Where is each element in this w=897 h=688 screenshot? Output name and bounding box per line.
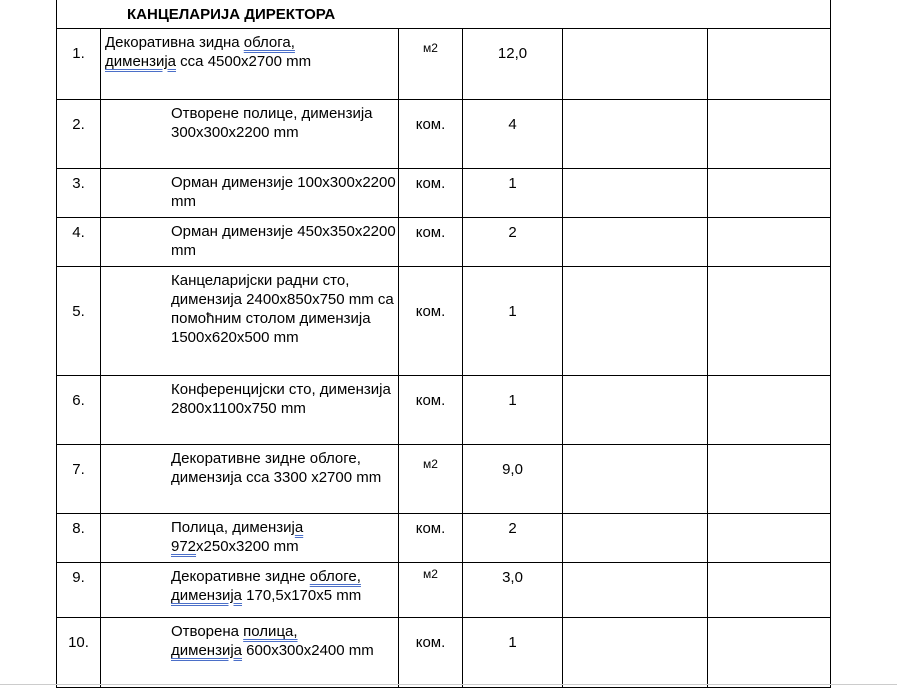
row-number: 5. [57, 266, 101, 375]
empty-cell [563, 217, 708, 266]
row-description: Декоративне зидне облоге, димензија cca 3300 x2700 mm [101, 444, 399, 513]
row-number: 3. [57, 168, 101, 217]
empty-cell [563, 562, 708, 617]
row-number: 7. [57, 444, 101, 513]
row-number: 2. [57, 99, 101, 168]
row-description: Декоративне зидне облоге, димензија 170,5x170x5 mm [101, 562, 399, 617]
row-description: Канцеларијски радни сто, димензија 2400x850x750 mm са помоћним столом димензија 1500x620x500 mm [101, 266, 399, 375]
empty-cell [563, 444, 708, 513]
empty-cell [563, 28, 708, 99]
empty-cell [563, 266, 708, 375]
empty-cell [563, 99, 708, 168]
row-quantity: 3,0 [463, 562, 563, 617]
bill-of-quantities-table [56, 0, 831, 688]
table-row [57, 266, 831, 375]
row-unit: м2 [399, 444, 463, 513]
empty-cell [708, 99, 831, 168]
empty-cell [708, 513, 831, 562]
empty-cell [563, 168, 708, 217]
empty-cell [708, 168, 831, 217]
row-quantity: 1 [463, 617, 563, 687]
row-description: Орман димензије 100x300x2200 mm [101, 168, 399, 217]
row-quantity: 1 [463, 266, 563, 375]
row-quantity: 4 [463, 99, 563, 168]
row-number: 6. [57, 375, 101, 444]
row-quantity: 1 [463, 168, 563, 217]
row-unit: ком. [399, 217, 463, 266]
empty-cell [563, 513, 708, 562]
row-description: Отворене полице, димензија 300x300x2200 mm [101, 99, 399, 168]
table-row [57, 99, 831, 168]
row-number: 1. [57, 28, 101, 99]
row-unit: ком. [399, 266, 463, 375]
row-quantity: 12,0 [463, 28, 563, 99]
row-description: Конференцијски сто, димензија 2800x1100x750 mm [101, 375, 399, 444]
empty-cell [708, 617, 831, 687]
row-number: 4. [57, 217, 101, 266]
empty-cell [708, 28, 831, 99]
empty-cell [708, 266, 831, 375]
row-number: 10. [57, 617, 101, 687]
empty-cell [708, 217, 831, 266]
row-description: Орман димензије 450x350x2200 mm [101, 217, 399, 266]
table-row [57, 375, 831, 444]
empty-cell [708, 375, 831, 444]
row-number: 8. [57, 513, 101, 562]
row-number: 9. [57, 562, 101, 617]
row-description: Декоративна зидна облога, димензија cca 4500x2700 mm [101, 28, 399, 99]
empty-cell [708, 562, 831, 617]
row-unit: м2 [399, 28, 463, 99]
table-row [57, 444, 831, 513]
table-row [57, 617, 831, 687]
row-unit: ком. [399, 617, 463, 687]
row-quantity: 1 [463, 375, 563, 444]
row-description: Отворена полица, димензија 600x300x2400 mm [101, 617, 399, 687]
section-title: КАНЦЕЛАРИЈА ДИРЕКТОРА [57, 0, 831, 28]
table-row [57, 513, 831, 562]
table-row [57, 168, 831, 217]
empty-cell [708, 444, 831, 513]
empty-cell [563, 617, 708, 687]
table-row [57, 217, 831, 266]
row-unit: м2 [399, 562, 463, 617]
row-quantity: 9,0 [463, 444, 563, 513]
row-quantity: 2 [463, 513, 563, 562]
row-unit: ком. [399, 99, 463, 168]
row-unit: ком. [399, 168, 463, 217]
row-unit: ком. [399, 513, 463, 562]
row-unit: ком. [399, 375, 463, 444]
section-header-row [57, 0, 831, 28]
empty-cell [563, 375, 708, 444]
table-row [57, 28, 831, 99]
row-quantity: 2 [463, 217, 563, 266]
table-row [57, 562, 831, 617]
row-description: Полица, димензија 972x250x3200 mm [101, 513, 399, 562]
